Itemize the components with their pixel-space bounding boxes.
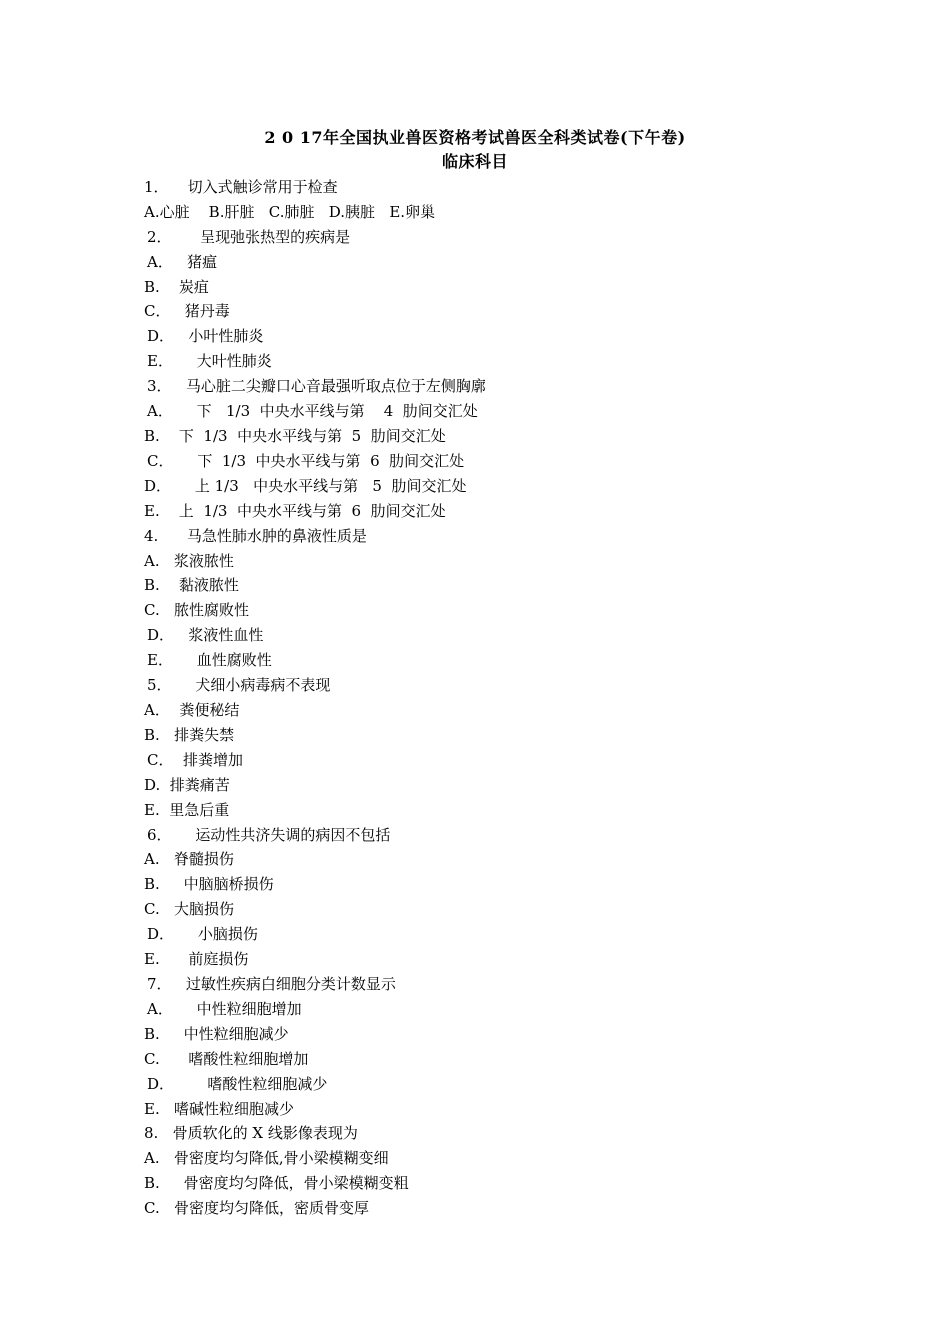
- option-line: D． 上 1/3 中央水平线与第 5 肋间交汇处: [144, 477, 467, 495]
- option-line: A． 粪便秘结: [144, 701, 240, 719]
- option-line: B. 下 1/3 中央水平线与第 5 肋间交汇处: [144, 427, 446, 445]
- option-line: C. 骨密度均匀降低，密质骨变厚: [144, 1199, 370, 1217]
- question-8: 8. 骨质软化的 X 线影像表现为: [144, 1124, 358, 1142]
- option-line: A. 脊髓损伤: [144, 850, 234, 868]
- option-line: A． 猪瘟: [147, 253, 218, 271]
- option-line: D. 排粪痛苦: [144, 776, 230, 794]
- option-line: A. 浆液脓性: [144, 552, 234, 570]
- option-line: D． 浆液性血性: [147, 626, 264, 644]
- option-line: E． 血性腐败性: [147, 651, 272, 669]
- document-subtitle: 临床科目: [441, 152, 508, 171]
- option-line: C． 猪丹毒: [144, 302, 230, 320]
- option-line: C． 下 1/3 中央水平线与第 6 肋间交汇处: [147, 452, 465, 470]
- option-line: E． 大叶性肺炎: [147, 352, 272, 370]
- option-line: B. 骨密度均匀降低，骨小梁模糊变粗: [144, 1174, 409, 1192]
- option-line: D． 小脑损伤: [147, 925, 258, 943]
- option-line: D． 嗜酸性粒细胞减少: [147, 1075, 328, 1093]
- option-line: E. 嗜碱性粒细胞减少: [144, 1100, 295, 1118]
- option-line: B. 炭疽: [144, 278, 209, 296]
- question-6: 6． 运动性共济失调的病因不包括: [147, 826, 391, 844]
- option-line: A. 骨密度均匀降低,骨小梁模糊变细: [144, 1149, 389, 1167]
- option-line: E. 前庭损伤: [144, 950, 249, 968]
- option-line: B. 黏液脓性: [144, 576, 239, 594]
- question-1: 1． 切入式触诊常用于检查: [144, 178, 338, 196]
- question-4: 4. 马急性肺水肿的鼻液性质是: [144, 527, 367, 545]
- option-line: C. 嗜酸性粒细胞增加: [144, 1050, 309, 1068]
- option-line: B. 中脑脑桥损伤: [144, 875, 274, 893]
- option-line: D． 小叶性肺炎: [147, 327, 264, 345]
- question-3: 3． 马心脏二尖瓣口心音最强听取点位于左侧胸廓: [147, 377, 486, 395]
- option-line: C. 脓性腐败性: [144, 601, 250, 619]
- question-7: 7． 过敏性疾病白细胞分类计数显示: [147, 975, 396, 993]
- option-line: E. 上 1/3 中央水平线与第 6 肋间交汇处: [144, 502, 446, 520]
- option-line: C. 大脑损伤: [144, 900, 235, 918]
- question-2: 2． 呈现弛张热型的疾病是: [147, 228, 351, 246]
- option-line: C． 排粪增加: [147, 751, 244, 769]
- option-line: A． 下 1/3 中央水平线与第 4 肋间交汇处: [147, 402, 478, 420]
- option-line: E. 里急后重: [144, 801, 230, 819]
- option-line: B. 排粪失禁: [144, 726, 235, 744]
- option-line: B. 中性粒细胞减少: [144, 1025, 289, 1043]
- question-1-options: A.心脏 B.肝脏 C.肺脏 D.胰脏 E.卵巢: [144, 203, 436, 221]
- question-5: 5． 犬细小病毒病不表现: [147, 676, 331, 694]
- option-line: A． 中性粒细胞增加: [147, 1000, 302, 1018]
- document-title: 2 0 17年全国执业兽医资格考试兽医全科类试卷(下午卷): [264, 128, 686, 147]
